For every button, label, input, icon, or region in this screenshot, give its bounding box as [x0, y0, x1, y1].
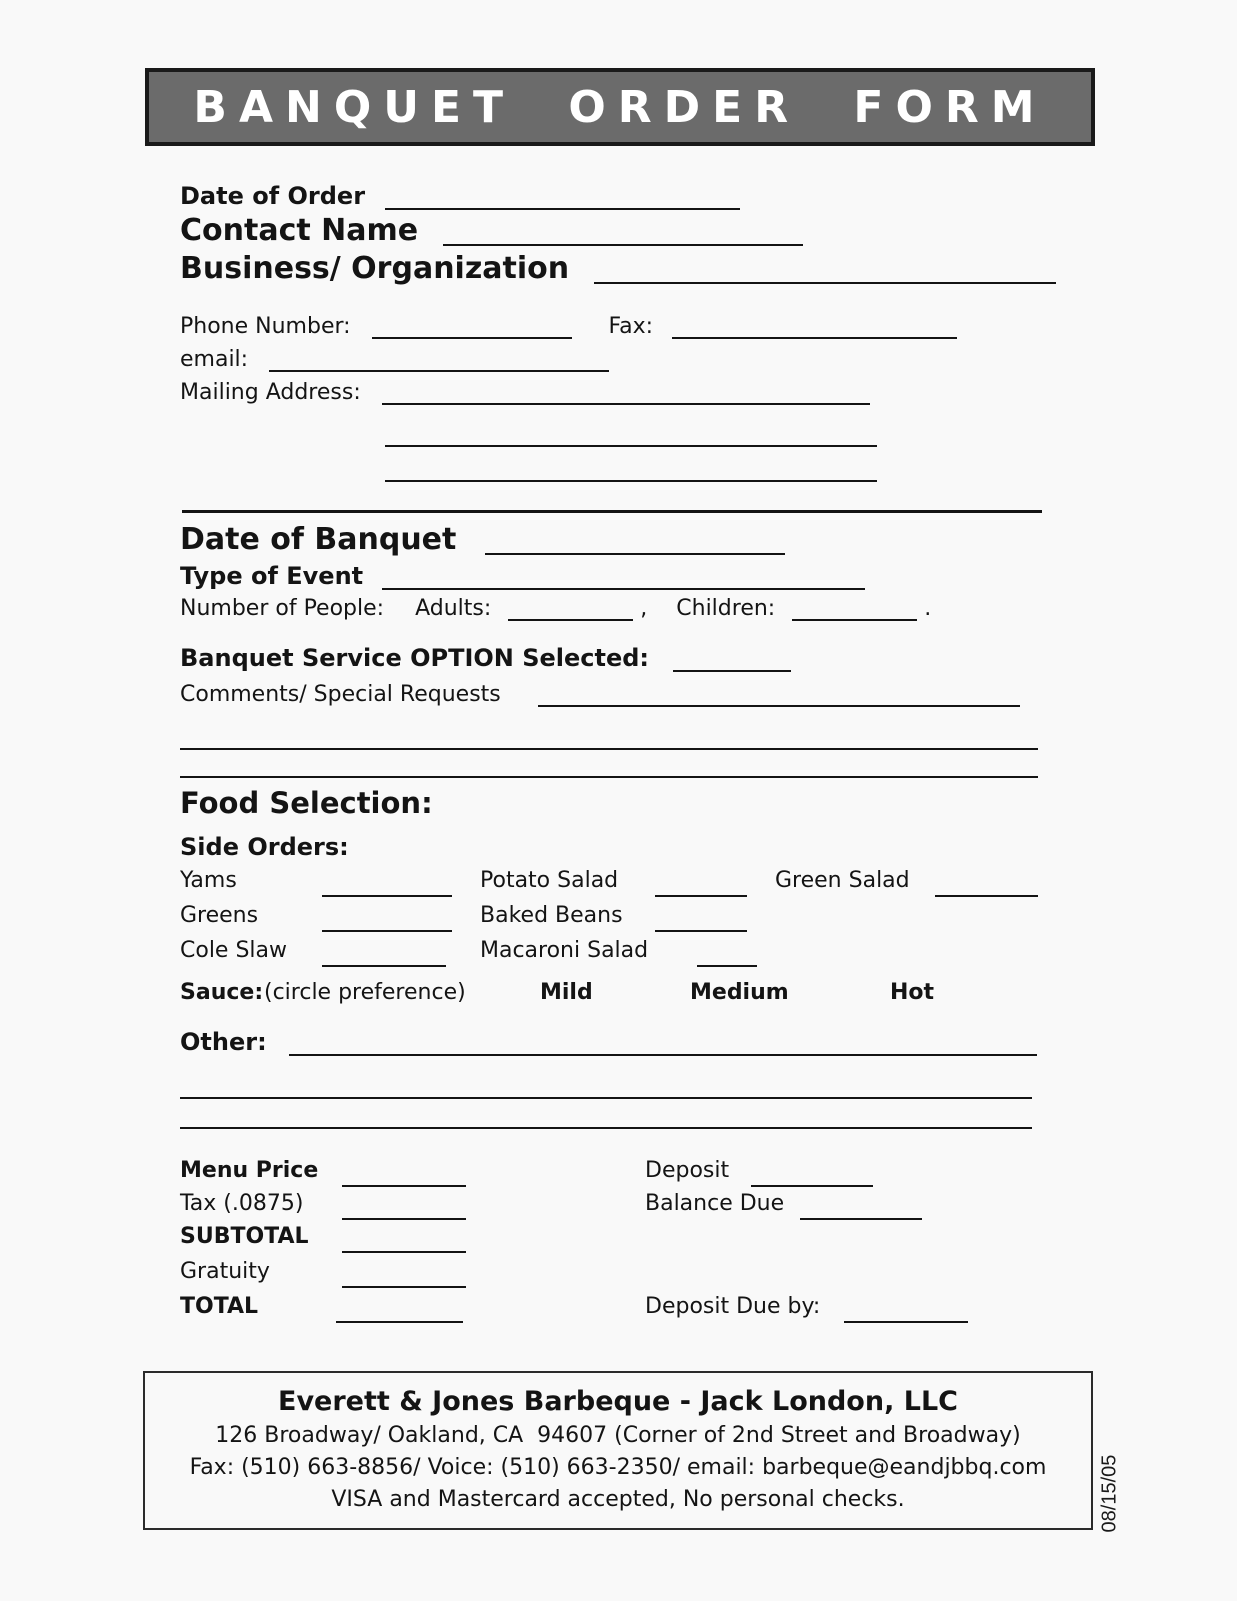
company-contact-line: Fax: (510) 663-8856/ Voice: (510) 663-2350/ email: barbeque@eandjbbq.com [189, 1455, 1047, 1480]
deposit-due-by-line [844, 1294, 968, 1323]
email-line [269, 370, 609, 372]
macaroni-salad-label: Macaroni Salad [480, 938, 649, 963]
greens-line [322, 903, 452, 932]
side-orders-row-2 [180, 903, 1100, 933]
form-title: BANQUET ORDER FORM [193, 81, 1047, 133]
balance-due-line [800, 1191, 922, 1220]
service-option-row [180, 644, 791, 673]
email-row [180, 347, 609, 373]
sauce-label: Sauce: [180, 980, 264, 1005]
cole-slaw-line [322, 938, 446, 967]
date-of-banquet-label: Date of Banquet [180, 522, 457, 557]
deposit-line [751, 1158, 873, 1187]
gratuity-label: Gratuity [180, 1259, 270, 1284]
comments-extra-line-1 [180, 748, 1038, 750]
subtotal-label: SUBTOTAL [180, 1224, 309, 1249]
adults-line [508, 619, 633, 621]
total-line [336, 1294, 463, 1323]
sauce-note: (circle preference) [264, 980, 466, 1005]
phone-fax-row [180, 314, 957, 340]
children-line [792, 619, 917, 621]
macaroni-salad-line [697, 938, 757, 967]
children-period: . [924, 596, 932, 621]
footer-box [143, 1371, 1093, 1530]
pricing-row-5 [180, 1294, 1100, 1324]
mailing-address-line [382, 403, 870, 405]
revision-date: 08/15/05 [1098, 1454, 1121, 1533]
phone-line [372, 337, 572, 339]
sauce-mild-option: Mild [540, 980, 593, 1005]
side-orders-row-3 [180, 938, 1100, 968]
balance-due-label: Balance Due [645, 1191, 785, 1216]
deposit-label: Deposit [645, 1158, 730, 1183]
side-orders-row-1 [180, 868, 1100, 898]
service-option-label: Banquet Service OPTION Selected: [180, 644, 650, 672]
sauce-row [180, 980, 1100, 1010]
date-of-banquet-line [485, 553, 785, 555]
deposit-due-by-label: Deposit Due by: [645, 1294, 821, 1319]
contact-name-row [180, 213, 803, 249]
menu-price-label: Menu Price [180, 1158, 319, 1183]
company-name: Everett & Jones Barbeque - Jack London, LLC [278, 1386, 958, 1417]
date-of-order-label: Date of Order [180, 182, 366, 210]
food-selection-heading: Food Selection: [180, 786, 433, 820]
contact-name-label: Contact Name [180, 213, 419, 248]
tax-line [342, 1191, 466, 1220]
business-org-row [180, 251, 1056, 287]
business-org-line [594, 282, 1056, 284]
total-label: TOTAL [180, 1294, 259, 1319]
cole-slaw-label: Cole Slaw [180, 938, 288, 963]
other-extra-line-2 [180, 1127, 1032, 1129]
date-of-order-line [385, 208, 740, 210]
mailing-address-extra-line-2 [385, 480, 877, 482]
gratuity-line [342, 1259, 466, 1288]
fax-line [672, 337, 957, 339]
yams-label: Yams [180, 868, 237, 893]
other-line [289, 1054, 1037, 1056]
baked-beans-line [655, 903, 747, 932]
type-of-event-line [382, 588, 865, 590]
children-label: Children: [676, 596, 776, 621]
section-divider [182, 510, 1042, 513]
sauce-hot-option: Hot [890, 980, 935, 1005]
payment-note: VISA and Mastercard accepted, No personal checks. [331, 1487, 905, 1512]
service-option-line [673, 670, 791, 672]
comments-extra-line-2 [180, 776, 1038, 778]
sauce-medium-option: Medium [690, 980, 789, 1005]
mailing-address-label: Mailing Address: [180, 380, 361, 405]
email-label: email: [180, 347, 249, 372]
date-of-order-row [180, 182, 740, 211]
tax-label: Tax (.0875) [180, 1191, 304, 1216]
pricing-row-3 [180, 1224, 1100, 1254]
contact-name-line [443, 244, 803, 246]
other-label: Other: [180, 1028, 267, 1056]
mailing-address-row [180, 380, 870, 406]
other-row [180, 1028, 1037, 1057]
subtotal-line [342, 1224, 466, 1253]
phone-label: Phone Number: [180, 314, 351, 339]
green-salad-line [935, 868, 1038, 897]
type-of-event-row [180, 562, 865, 591]
pricing-row-2 [180, 1191, 1100, 1221]
menu-price-line [342, 1158, 466, 1187]
baked-beans-label: Baked Beans [480, 903, 623, 928]
pricing-row-4 [180, 1259, 1100, 1289]
adults-label: Adults: [415, 596, 492, 621]
company-address: 126 Broadway/ Oakland, CA 94607 (Corner of 2nd Street and Broadway) [215, 1423, 1021, 1448]
mailing-address-extra-line-1 [385, 445, 877, 447]
adults-separator: , [640, 596, 648, 621]
potato-salad-line [655, 868, 747, 897]
greens-label: Greens [180, 903, 259, 928]
green-salad-label: Green Salad [775, 868, 910, 893]
form-title-banner [145, 68, 1095, 146]
number-of-people-row [180, 596, 931, 622]
comments-line [538, 705, 1020, 707]
yams-line [322, 868, 452, 897]
type-of-event-label: Type of Event [180, 562, 364, 590]
business-org-label: Business/ Organization [180, 251, 570, 286]
number-of-people-label: Number of People: [180, 596, 385, 621]
potato-salad-label: Potato Salad [480, 868, 619, 893]
fax-label: Fax: [608, 314, 654, 339]
comments-label: Comments/ Special Requests [180, 682, 501, 707]
date-of-banquet-row [180, 522, 785, 558]
other-extra-line-1 [180, 1097, 1032, 1099]
side-orders-heading: Side Orders: [180, 833, 349, 861]
comments-row [180, 682, 1020, 708]
pricing-row-1 [180, 1158, 1100, 1188]
